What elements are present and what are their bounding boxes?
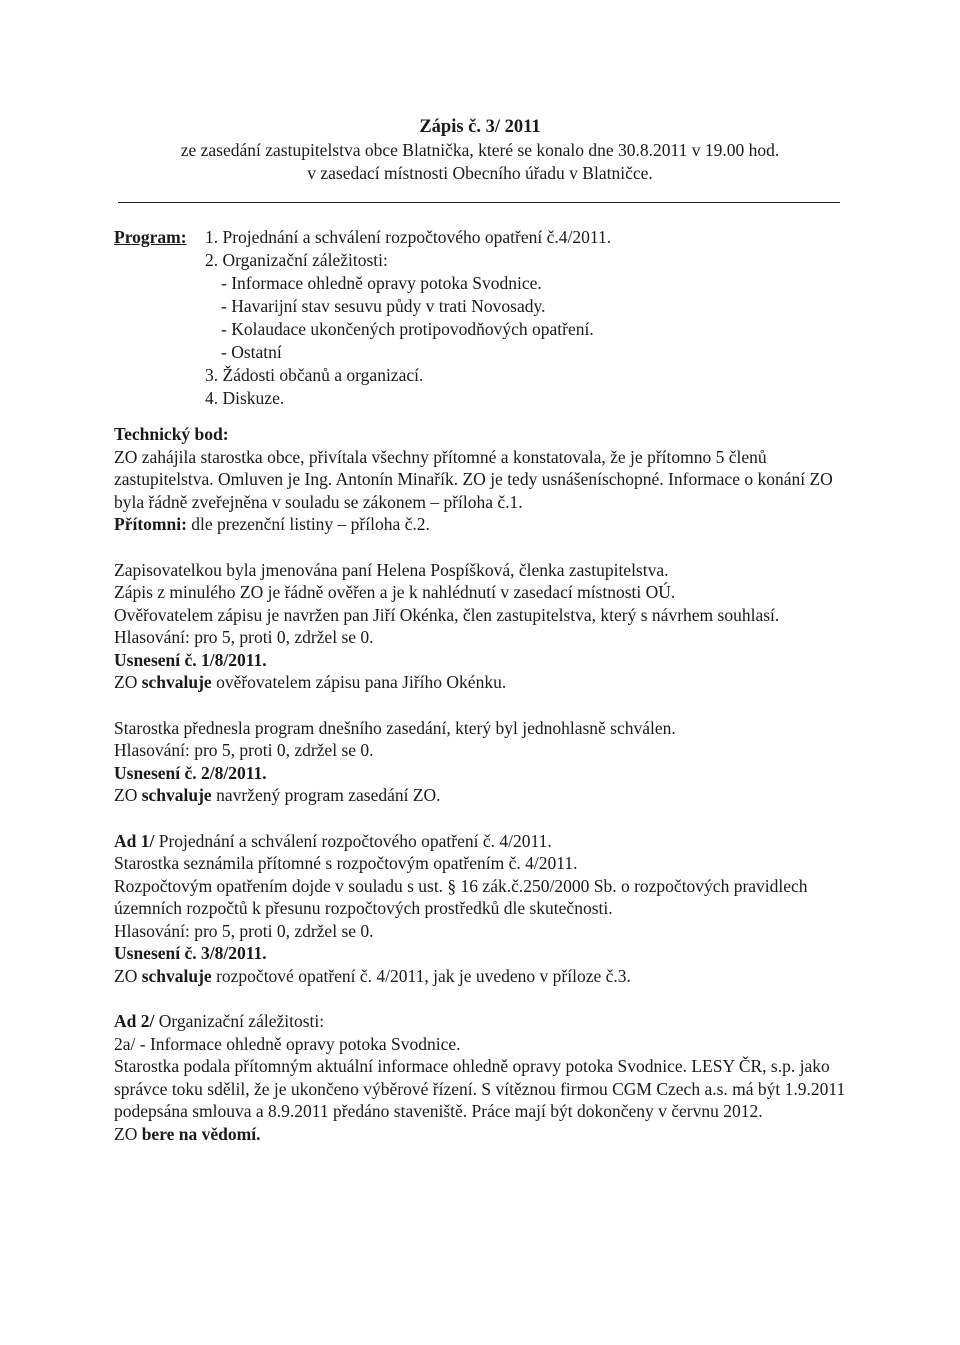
vote-line: Hlasování: pro 5, proti 0, zdržel se 0. (114, 920, 374, 941)
resolution-number: Usnesení č. 2/8/2011. (114, 762, 267, 783)
program-item: 3. Žádosti občanů a organizací. (205, 365, 424, 385)
resolution-number: Usnesení č. 3/8/2011. (114, 943, 267, 963)
vote-line: Hlasování: pro 5, proti 0, zdržel se 0. (114, 627, 374, 647)
technical-paragraph: ZO zahájila starostka obce, přivítala všechny přítomné a konstatovala, že je přítomno 5 členů zastupitelstva. Omluven je Ing. Antonín Minařík. ZO je tedy usnášeníschopné. Informace o konání ZO byla řádně zveřejněna v souladu se zákonem – příloha č.1. (114, 446, 833, 512)
program-approval-line: Starostka přednesla program dnešního zasedání, který byl jednohlasně schválen. (114, 717, 676, 738)
resolution-text: ZO schvaluje ověřovatelem zápisu pana Jiřího Okénku. (114, 672, 507, 692)
ad1-heading: Ad 1/ Projednání a schválení rozpočtového opatření č. 4/2011. (114, 830, 552, 851)
ad2-heading: Ad 2/ Organizační záležitosti: (114, 1011, 325, 1031)
program-subitem: - Kolaudace ukončených protipovodňových opatření. (221, 319, 594, 339)
program-subitem: - Informace ohledně opravy potoka Svodnice. (221, 273, 542, 293)
recorder-line: Zapisovatelkou byla jmenována paní Helena Pospíšková, členka zastupitelstva. (114, 559, 669, 580)
resolution-text: ZO schvaluje navržený program zasedání ZO. (114, 785, 441, 805)
present-line: Přítomni: dle prezenční listiny – příloha č.2. (114, 514, 430, 534)
document-title: Zápis č. 3/ 2011 (419, 117, 541, 137)
vote-line: Hlasování: pro 5, proti 0, zdržel se 0. (114, 740, 374, 760)
ad1-line: Rozpočtovým opatřením dojde v souladu s ust. § 16 zák.č.250/2000 Sb. o rozpočtových pravidlech územních rozpočtů k přesunu rozpočtových prostředků dle skutečnosti. (114, 875, 808, 918)
header-divider (118, 202, 840, 203)
resolution-text: ZO schvaluje rozpočtové opatření č. 4/2011, jak je uvedeno v příloze č.3. (114, 965, 631, 986)
program-item: 2. Organizační záležitosti: (205, 250, 388, 270)
present-label: Přítomni: (114, 514, 187, 534)
technical-heading: Technický bod: (114, 424, 229, 444)
meeting-location: v zasedací místnosti Obecního úřadu v Blatničce. (307, 163, 653, 183)
program-item: 4. Diskuze. (205, 388, 285, 408)
document-header (0, 115, 960, 185)
ad1-line: Starostka seznámila přítomné s rozpočtovým opatřením č. 4/2011. (114, 853, 578, 873)
minutes-body (114, 423, 849, 1145)
meeting-info: ze zasedání zastupitelstva obce Blatnička, které se konalo dne 30.8.2011 v 19.00 hod. (180, 140, 780, 160)
program-subitem: - Ostatní (221, 342, 282, 362)
program-subitem: - Havarijní stav sesuvu půdy v trati Novosady. (221, 296, 546, 316)
verifier-line: Ověřovatelem zápisu je navržen pan Jiří Okénka, člen zastupitelstva, který s návrhem souhlasí. (114, 604, 780, 625)
ad2-resolution: ZO bere na vědomí. (114, 1123, 261, 1144)
resolution-number: Usnesení č. 1/8/2011. (114, 649, 267, 670)
ad2-text: Starostka podala přítomným aktuální informace ohledně opravy potoka Svodnice. LESY ČR, s.p. jako správce toku sdělil, že je ukončeno výběrové řízení. S vítěznou firmou CGM Czech a.s. má být 1.9.2011 podepsána smlouva a 8.9.2011 předáno staveniště. Práce mají být dokončeny v červnu 2012. (114, 1056, 846, 1121)
program-item: 1. Projednání a schválení rozpočtového opatření č.4/2011. (205, 227, 612, 247)
program-label: Program: (114, 227, 187, 247)
ad2-subheading: 2a/ - Informace ohledně opravy potoka Svodnice. (114, 1033, 461, 1054)
previous-minutes-line: Zápis z minulého ZO je řádně ověřen a je k nahlédnutí v zasedací místnosti OÚ. (114, 582, 676, 602)
program-list (205, 226, 611, 410)
